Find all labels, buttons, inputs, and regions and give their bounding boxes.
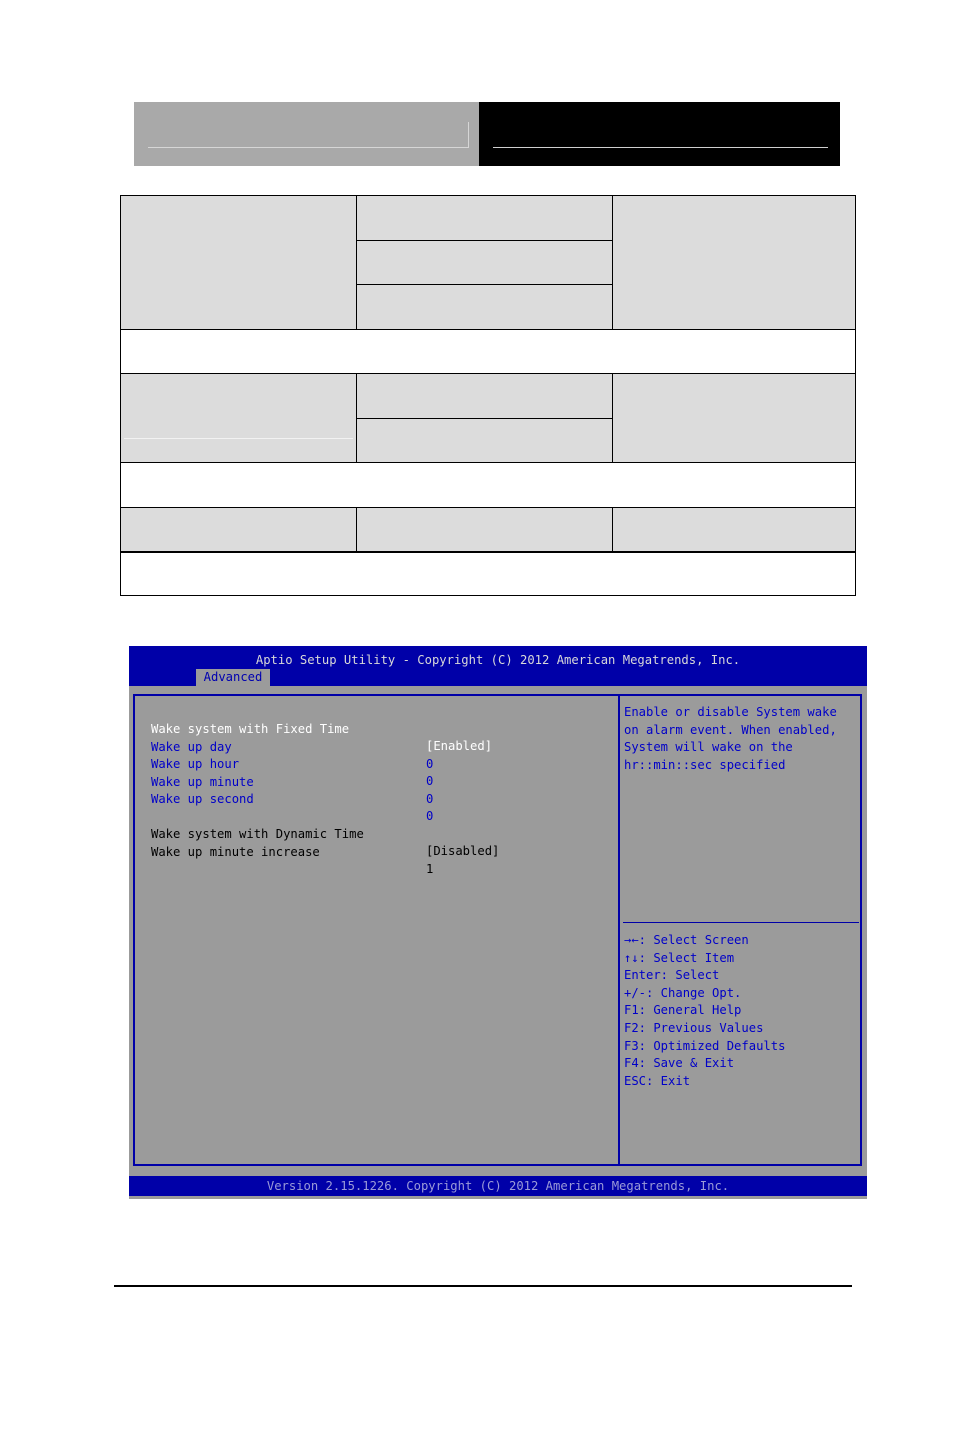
table-cell-option-desc — [613, 195, 856, 329]
table-cell-option-desc — [613, 373, 856, 462]
setting-label: Wake up minute — [151, 774, 254, 789]
setting-label: Wake system with Fixed Time — [151, 722, 350, 736]
setting-value[interactable]: 1 — [426, 861, 434, 876]
table-border — [120, 462, 856, 463]
key-help-change-opt: +/-: Change Opt. — [624, 985, 742, 1000]
setting-label: Wake up second — [151, 792, 254, 806]
setting-value[interactable]: 0 — [426, 756, 434, 771]
setting-label: Wake system with Dynamic Time — [151, 827, 364, 841]
bios-key-help — [624, 932, 856, 1090]
table-note-row — [120, 462, 856, 507]
table-border — [612, 507, 613, 552]
key-help-f1: F1: General Help — [624, 1003, 742, 1018]
table-border — [357, 240, 613, 241]
bios-setup-screen — [129, 646, 867, 1199]
table-border — [612, 195, 613, 329]
header-right-rule — [493, 147, 828, 148]
table-cell-option-value — [357, 195, 613, 329]
setting-label: Wake up minute increase — [151, 844, 320, 859]
key-help-f4: F4: Save & Exit — [624, 1056, 735, 1071]
table-border — [120, 195, 856, 196]
header-left-tick — [468, 122, 469, 148]
table-border — [855, 195, 856, 596]
help-line: hr::min::sec specified — [624, 757, 786, 772]
options-table — [120, 195, 856, 596]
table-border — [120, 195, 121, 596]
table-border — [356, 195, 357, 329]
table-note-row — [120, 552, 856, 596]
table-border — [356, 373, 357, 462]
table-border — [120, 373, 856, 374]
table-border — [120, 507, 856, 508]
key-help-select-screen: →←: Select Screen — [624, 933, 749, 947]
help-line: on alarm event. When enabled, — [624, 722, 837, 737]
table-border — [612, 373, 613, 462]
page-bottom-rule — [114, 1285, 852, 1287]
table-cell-option-name — [120, 507, 357, 551]
key-help-enter: Enter: Select — [624, 968, 720, 983]
key-help-select-item: ↑↓: Select Item — [624, 950, 735, 965]
key-help-esc: ESC: Exit — [624, 1073, 691, 1088]
table-note-row — [120, 329, 856, 373]
table-cell-option-value — [357, 507, 613, 551]
setting-value[interactable]: [Disabled] — [426, 844, 500, 858]
setting-value[interactable]: [Enabled] — [426, 739, 493, 753]
bios-panel-divider — [618, 694, 620, 1166]
table-cell-option-desc — [613, 507, 856, 551]
table-border — [356, 507, 357, 552]
table-border — [357, 284, 613, 285]
table-border — [120, 329, 856, 330]
key-help-f2: F2: Previous Values — [624, 1020, 764, 1035]
bios-help-separator — [623, 922, 859, 923]
bios-help-text — [624, 704, 856, 774]
setting-label: Wake up day — [151, 739, 232, 754]
setting-value[interactable]: 0 — [426, 791, 434, 806]
setting-label: Wake up hour — [151, 757, 240, 771]
table-border — [120, 595, 856, 596]
table-soft-rule — [124, 438, 353, 439]
help-line: Enable or disable System wake — [624, 705, 837, 719]
table-cell-option-name — [120, 373, 357, 462]
bios-title: Aptio Setup Utility - Copyright (C) 2012 American Megatrends, Inc. — [255, 653, 741, 667]
table-cell-option-name — [120, 195, 357, 329]
header-left-panel — [134, 102, 479, 166]
setting-value[interactable]: 0 — [426, 774, 434, 788]
help-line: System will wake on the — [624, 740, 793, 755]
header-left-rule — [148, 147, 469, 148]
setting-value[interactable]: 0 — [426, 809, 434, 823]
tab-advanced[interactable]: Advanced — [196, 669, 270, 686]
bios-footer: Version 2.15.1226. Copyright (C) 2012 American Megatrends, Inc. — [129, 1176, 867, 1196]
table-border — [357, 418, 613, 419]
key-help-f3: F3: Optimized Defaults — [624, 1038, 786, 1053]
table-border — [120, 551, 856, 553]
header-right-panel — [479, 102, 840, 166]
